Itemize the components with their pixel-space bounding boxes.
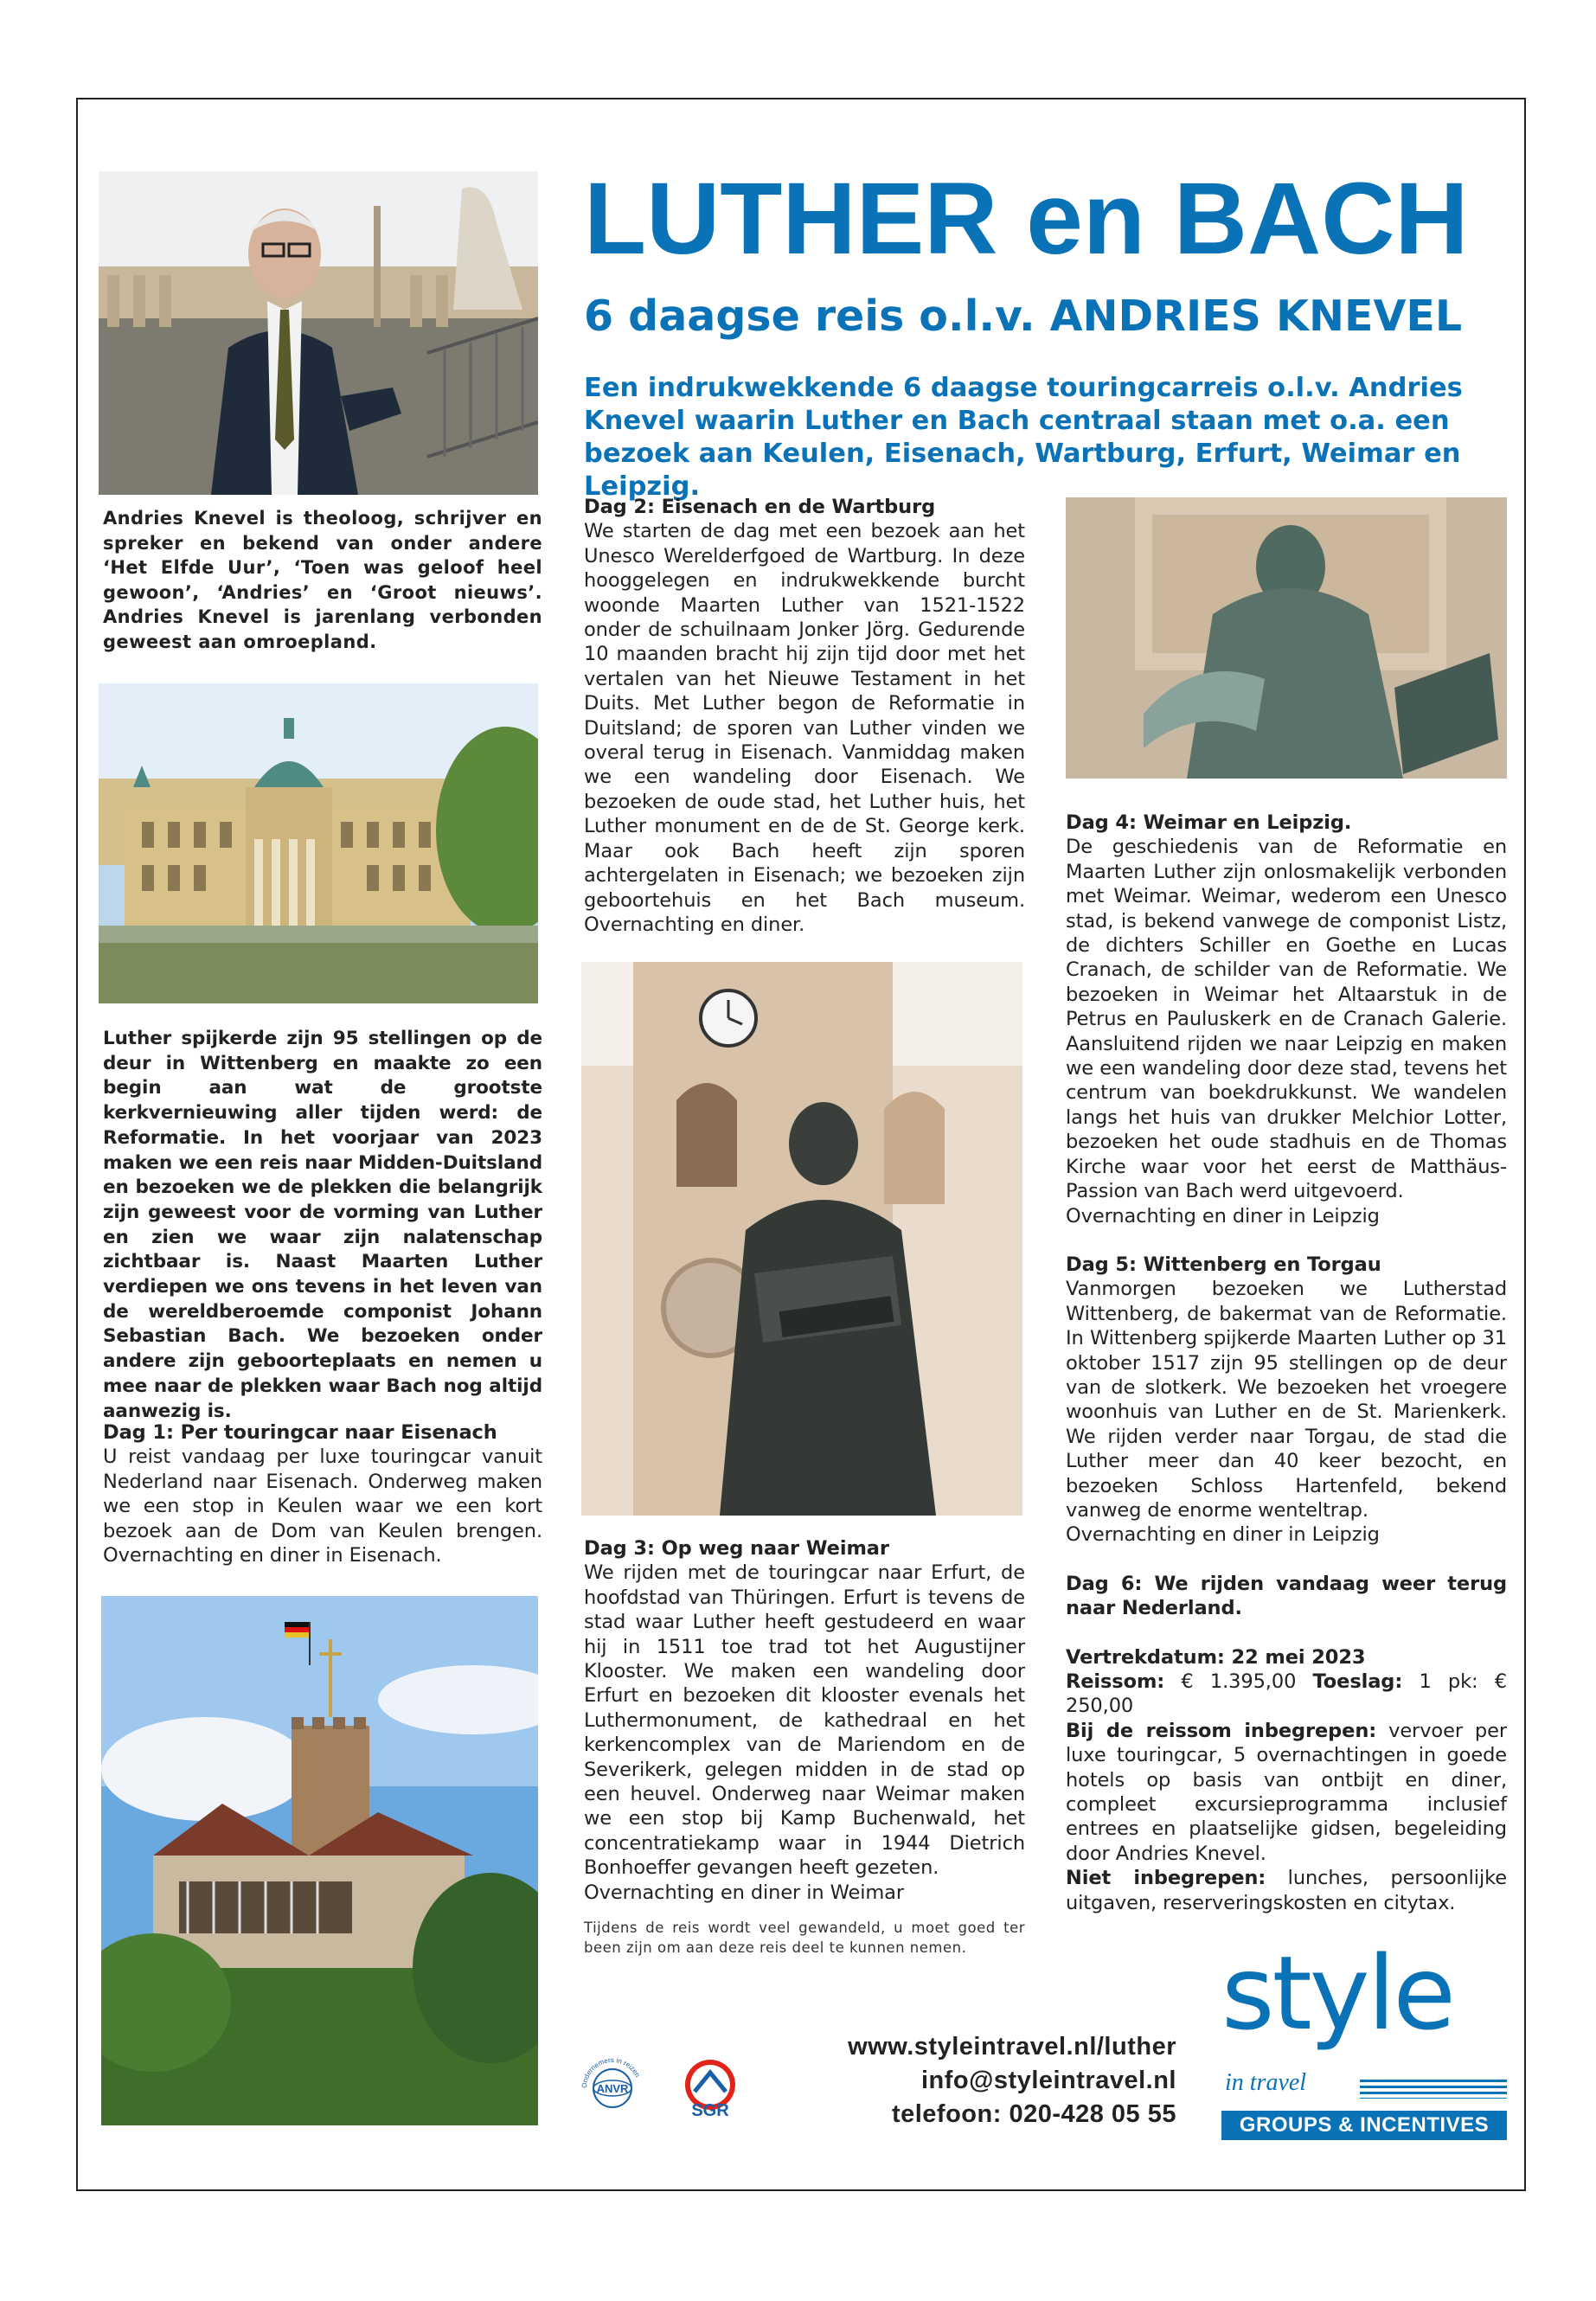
website-link[interactable]: www.styleintravel.nl/luther: [848, 2033, 1176, 2061]
price-label: Reissom:: [1066, 1670, 1165, 1693]
day4-block: [1066, 811, 1507, 1915]
included-value: vervoer per luxe touringcar, 5 overnachtingen in goede hotels op basis van ontbijt en diner, compleet excursieprogramma inclusief entrees en plaatselijke gidsen, begeleiding door Andries Knevel.: [1066, 1719, 1507, 1865]
included-label: Bij de reissom inbegrepen:: [1066, 1719, 1377, 1742]
style-in-travel-logo: [1221, 1933, 1507, 2143]
logo-word: style: [1221, 1933, 1453, 2053]
day1-title: Dag 1: Per touringcar naar Eisenach: [103, 1421, 497, 1444]
photo-andries-knevel: [99, 171, 538, 495]
day4-title: Dag 4: Weimar en Leipzig.: [1066, 811, 1352, 834]
day5-overnight: Overnachting en diner in Leipzig: [1066, 1523, 1380, 1547]
bio-text: Andries Knevel is theoloog, schrijver en spreker en bekend van onder andere ‘Het Elfde Uur’, ‘Toen was geloof heel gewoon’, ‘Andries’ en ‘Groot nieuws’. Andries Knevel is jarenlang verbonden geweest aan omroepland.: [103, 508, 542, 652]
day4-text: De geschiedenis van de Reformatie en Maarten Luther zijn onlosmakelijk verbonden met Weimar. Weimar, wederom een Unesco stad, is bekend vanwege de componist Listz, de dichters Schiller en Goethe en Lucas Cranach, de schilder van de Reformatie. We bezoeken in Weimar het Altaarstuk in de Petrus en Pauluskerk en de Cranach Galerie. Aansluitend rijden we naar Leipzig en maken we een wandeling door deze stad, tevens het centrum van boekdrukkunst. We wandelen langs het huis van drukker Melchior Lotter, bezoeken het oude stadhuis en de Thomas Kirche waar voor het eerst de Matthäus-Passion van Bach werd uitgevoerd.: [1066, 836, 1507, 1203]
phone-number: telefoon: 020-428 05 55: [891, 2100, 1176, 2128]
main-title: LUTHER en BACH: [584, 162, 1469, 276]
supplement-value: 1 pk: € 250,00: [1066, 1670, 1507, 1718]
price-value: € 1.395,00: [1164, 1670, 1313, 1693]
day2-text: We starten de dag met een bezoek aan het Unesco Werelderfgoed de Wartburg. In deze hooggelegen en indrukwekkende burcht woonde Maarten Luther van 1521-1522 onder de schuilnaam Jonker Jörg. Gedurende 10 maanden bracht hij zijn tijd door met het vertalen van het Nieuwe Testament in het Duits. Met Luther begon de Reformatie in Duitsland; de sporen van Luther vinden we overal terug in Eisenach. Vanmiddag maken we een wandeling door Eisenach. We bezoeken de oude stad, het Luther huis, het Luther monument en de de St. George kerk. Maar ook Bach heeft zijn sporen achtergelaten in Eisenach; we bezoeken zijn geboortehuis en het Bach museum. Overnachting en diner.: [584, 520, 1025, 936]
excluded-label: Niet inbegrepen:: [1066, 1867, 1266, 1890]
departure-date: Vertrekdatum: 22 mei 2023: [1066, 1645, 1366, 1669]
logo-lines: [1360, 2080, 1507, 2099]
subtitle: 6 daagse reis o.l.v. ANDRIES KNEVEL: [584, 292, 1463, 341]
day2-block: [584, 495, 1025, 937]
logo-tagline: GROUPS & INCENTIVES: [1221, 2111, 1507, 2140]
day3-text: We rijden met de touringcar naar Erfurt, de hoofdstad van Thüringen. Erfurt is tevens de stad waar Luther heeft gestudeerd en waar hij in 1511 toe trad tot het Augustijner Klooster. We maken een wandeling door Erfurt en bezoeken dit klooster evenals het Luthermonument, de kathedraal en het kerkencomplex van de Mariendom en de Severikerk, gelegen midden in de stad op een heuvel. Onderweg naar Weimar maken we een stop bij Kamp Buchenwald, het concentratiekamp waar in 1944 Dietrich Bonhoeffer gevangen heeft gezeten.: [584, 1561, 1025, 1880]
sgr-logo: [670, 2057, 750, 2119]
lead-text: Een indrukwekkende 6 daagse touringcarreis o.l.v. Andries Knevel waarin Luther en Bach centraal staan met o.a. een bezoek aan Keulen, Eisenach, Wartburg, Erfurt, Weimar en Leipzig.: [584, 373, 1463, 502]
anvr-ring-text: ndernemers in reizen: [581, 2057, 642, 2084]
photo-luther-statue: [581, 962, 1022, 1516]
day5-text: Vanmorgen bezoeken we Lutherstad Wittenberg, de bakermat van de Reformatie. In Wittenberg spijkerde Maarten Luther op 31 oktober 1517 zijn 95 stellingen op de deur van de slotkerk. We bezoeken het vroegere woonhuis van Luther en de St. Marienkerk. We rijden verder naar Torgau, de stad die Luther meer dan 40 keer bezocht, en bezoeken Schloss Hartenfeld, bekend vanweg de enorme wenteltrap.: [1066, 1278, 1507, 1522]
day3-block: [584, 1536, 1025, 1905]
day1-block: [103, 1420, 542, 1567]
logo-subtitle: in travel: [1225, 2069, 1307, 2096]
sgr-label: SGR: [691, 2101, 729, 2119]
anvr-logo: [581, 2057, 644, 2119]
email-link[interactable]: info@styleintravel.nl: [920, 2067, 1176, 2094]
excluded-value: lunches, persoonlijke uitgaven, reserveringskosten en citytax.: [1066, 1867, 1507, 1914]
walking-note: Tijdens de reis wordt veel gewandeld, u moet goed ter been zijn om aan deze reis deel te kunnen nemen.: [584, 1920, 1025, 1956]
day6-title: Dag 6: We rijden vandaag weer terug naar Nederland.: [1066, 1572, 1507, 1620]
photo-wartburg: [101, 1596, 538, 2125]
day4-overnight: Overnachting en diner in Leipzig: [1066, 1204, 1380, 1227]
day5-title: Dag 5: Wittenberg en Torgau: [1066, 1253, 1381, 1276]
day3-overnight: Overnachting en diner in Weimar: [584, 1881, 905, 1904]
day1-text: U reist vandaag per luxe touringcar vanuit Nederland naar Eisenach. Onderweg maken we een stop in Keulen waar we een kort bezoek aan de Dom van Keulen brengen. Overnachting en diner in Eisenach.: [103, 1445, 542, 1567]
photo-building: [99, 683, 538, 1003]
intro-text: Luther spijkerde zijn 95 stellingen op de deur in Wittenberg en maakte zo een begin aan wat de grootste kerkvernieuwing aller tijden werd: de Reformatie. In het voorjaar van 2023 maken we een reis naar Midden-Duitsland en bezoeken we de plekken die belangrijk zijn geweest voor de vorming van Luther en zien we waar zijn nalatenschap zichtbaar is. Naast Maarten Luther verdiepen we ons tevens in het leven van de wereldberoemde componist Johann Sebastian Bach. We bezoeken onder andere zijn geboorteplaats en nemen u mee naar de plekken waar Bach nog altijd aanwezig is.: [103, 1028, 542, 1422]
anvr-label: ANVR: [596, 2082, 629, 2095]
day3-title: Dag 3: Op weg naar Weimar: [584, 1537, 889, 1560]
day2-title: Dag 2: Eisenach en de Wartburg: [584, 496, 936, 518]
contact-block: [761, 2030, 1176, 2131]
photo-bach-statue: [1066, 497, 1507, 779]
supplement-label: Toeslag:: [1312, 1670, 1403, 1693]
